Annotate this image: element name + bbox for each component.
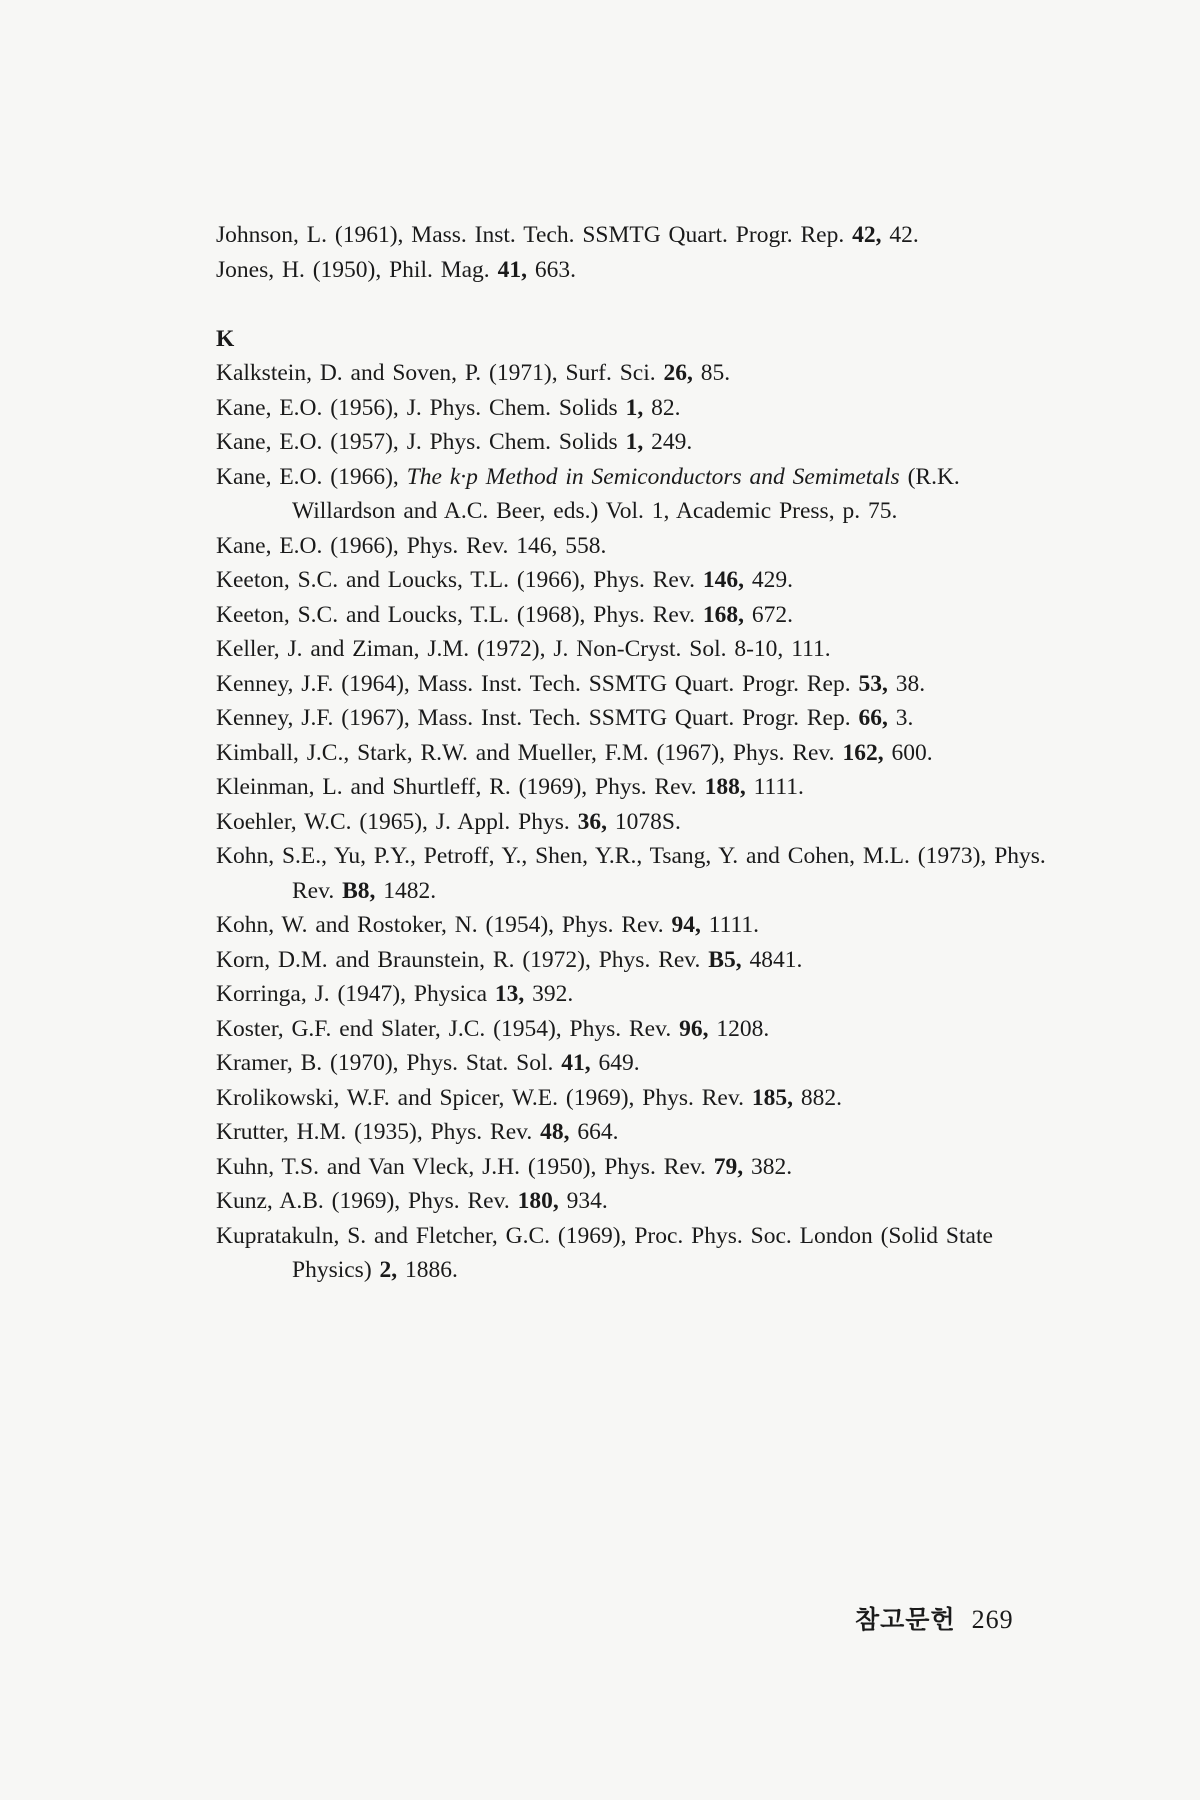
reference-source: Phys. Rev. bbox=[732, 739, 835, 766]
reference-pages: 4841. bbox=[749, 946, 803, 973]
reference-pages: 1208. bbox=[716, 1015, 770, 1042]
reference-authors: Kuhn, T.S. and Van Vleck, J.H. (1950), bbox=[216, 1153, 597, 1180]
reference-entry bbox=[216, 356, 1046, 391]
reference-authors: Keeton, S.C. and Loucks, T.L. (1968), bbox=[216, 601, 586, 628]
reference-entry bbox=[216, 1150, 1046, 1185]
reference-authors: Kane, E.O. (1957), bbox=[216, 429, 399, 455]
reference-volume: 188, bbox=[704, 774, 746, 800]
reference-pages: 429. bbox=[751, 567, 793, 593]
reference-volume: 162, bbox=[842, 739, 884, 766]
reference-entry bbox=[216, 425, 1046, 460]
reference-source: J. Non-Cryst. Sol. bbox=[553, 636, 727, 662]
reference-list bbox=[216, 218, 1046, 1288]
reference-entry bbox=[216, 632, 1046, 667]
reference-authors: Kleinman, L. and Shurtleff, R. (1969), bbox=[216, 774, 588, 800]
reference-volume: 168, bbox=[702, 601, 744, 628]
reference-authors: Keller, J. and Ziman, J.M. (1972), bbox=[216, 636, 546, 662]
reference-volume: 36, bbox=[577, 808, 607, 835]
reference-authors: Kane, E.O. (1966), bbox=[216, 532, 399, 559]
reference-source: J. Appl. Phys. bbox=[435, 808, 570, 835]
reference-source: Phys. Rev. bbox=[595, 774, 697, 800]
reference-entry bbox=[216, 839, 1046, 908]
reference-authors: Kalkstein, D. and Soven, P. (1971), bbox=[216, 360, 558, 386]
reference-entry bbox=[216, 253, 1046, 288]
reference-authors: Kunz, A.B. (1969), bbox=[216, 1188, 401, 1214]
reference-source: Phys. Rev. bbox=[604, 1153, 706, 1180]
reference-volume: 66, bbox=[858, 705, 888, 731]
reference-pages: 111. bbox=[791, 636, 831, 662]
reference-source: Surf. Sci. bbox=[565, 360, 656, 386]
reference-source: Mass. Inst. Tech. SSMTG Quart. Progr. Rep. bbox=[417, 705, 851, 731]
reference-authors: Kohn, W. and Rostoker, N. (1954), bbox=[216, 912, 555, 938]
reference-source: Phys. Rev. bbox=[292, 843, 1046, 904]
reference-entry bbox=[216, 391, 1046, 426]
reference-source: Proc. Phys. Soc. London (Solid State Physics) bbox=[292, 1222, 993, 1283]
reference-entry bbox=[216, 770, 1046, 805]
reference-source: Phys. Rev. bbox=[430, 1119, 533, 1145]
reference-entry bbox=[216, 529, 1046, 564]
reference-volume: 2, bbox=[379, 1257, 398, 1283]
reference-source: J. Phys. Chem. Solids bbox=[406, 394, 618, 421]
reference-pages: 882. bbox=[800, 1084, 842, 1111]
reference-source: J. Phys. Chem. Solids bbox=[406, 429, 618, 455]
reference-authors: Korn, D.M. and Braunstein, R. (1972), bbox=[216, 946, 591, 973]
reference-pages: 82. bbox=[651, 394, 681, 421]
reference-volume: B8, bbox=[342, 877, 376, 904]
reference-entry bbox=[216, 1046, 1046, 1081]
reference-title: The k·p Method in Semiconductors and Semimetals bbox=[406, 463, 900, 490]
reference-volume: 13, bbox=[494, 981, 525, 1007]
reference-entry bbox=[216, 460, 1046, 529]
reference-entry bbox=[216, 598, 1046, 633]
reference-pages: 934. bbox=[566, 1188, 608, 1214]
reference-pages: 664. bbox=[577, 1119, 619, 1145]
reference-volume: 53, bbox=[858, 670, 888, 697]
reference-source: Phys. Rev. bbox=[593, 567, 695, 593]
reference-entry bbox=[216, 736, 1046, 771]
reference-entry bbox=[216, 1012, 1046, 1047]
reference-authors: Kenney, J.F. (1967), bbox=[216, 705, 410, 731]
reference-volume: 42, bbox=[852, 222, 882, 248]
reference-entry bbox=[216, 1115, 1046, 1150]
reference-entry bbox=[216, 943, 1046, 978]
reference-volume: 48, bbox=[540, 1119, 570, 1145]
reference-pages: 42. bbox=[889, 222, 919, 248]
reference-authors: Kenney, J.F. (1964), bbox=[216, 670, 410, 697]
reference-pages: 1111. bbox=[753, 774, 804, 800]
reference-pages: 1111. bbox=[708, 912, 759, 938]
reference-pages: 649. bbox=[598, 1050, 640, 1076]
reference-authors: Kramer, B. (1970), bbox=[216, 1050, 399, 1076]
references-k bbox=[216, 356, 1046, 1288]
reference-pages: 663. bbox=[534, 256, 576, 283]
reference-entry bbox=[216, 1219, 1046, 1288]
page-footer bbox=[855, 1600, 1014, 1636]
reference-entry bbox=[216, 667, 1046, 702]
reference-authors: Krutter, H.M. (1935), bbox=[216, 1119, 423, 1145]
reference-volume: 79, bbox=[713, 1153, 744, 1180]
reference-source: Mass. Inst. Tech. SSMTG Quart. Progr. Rep. bbox=[411, 222, 845, 248]
reference-entry bbox=[216, 563, 1046, 598]
reference-pages: 1482. bbox=[383, 877, 437, 904]
reference-entry bbox=[216, 1081, 1046, 1116]
reference-source: Phys. Rev. bbox=[561, 912, 664, 938]
reference-source: Phys. Rev. bbox=[593, 601, 695, 628]
reference-pages: 600. bbox=[891, 739, 933, 766]
reference-entry bbox=[216, 805, 1046, 840]
reference-authors: Kimball, J.C., Stark, R.W. and Mueller, F.M. (1967), bbox=[216, 739, 726, 766]
reference-authors: Jones, H. (1950), bbox=[216, 256, 382, 283]
reference-source: Phil. Mag. bbox=[389, 256, 490, 283]
reference-entry bbox=[216, 977, 1046, 1012]
reference-authors: Kane, E.O. (1966), bbox=[216, 463, 399, 490]
reference-source: Mass. Inst. Tech. SSMTG Quart. Progr. Rep. bbox=[417, 670, 851, 697]
reference-pages: 672. bbox=[751, 601, 793, 628]
reference-source: (R.K. Willardson and A.C. Beer, eds.) Vol. 1, Academic Press, p. 75. bbox=[292, 463, 960, 524]
reference-authors: Kane, E.O. (1956), bbox=[216, 394, 399, 421]
reference-volume: 41, bbox=[497, 256, 527, 283]
reference-pages: 1886. bbox=[405, 1257, 458, 1283]
reference-authors: Kohn, S.E., Yu, P.Y., Petroff, Y., Shen, Y.R., Tsang, Y. and Cohen, M.L. (1973), bbox=[216, 843, 987, 869]
reference-volume: 26, bbox=[663, 360, 693, 386]
reference-source: Phys. Rev. bbox=[598, 946, 701, 973]
reference-authors: Keeton, S.C. and Loucks, T.L. (1966), bbox=[216, 567, 586, 593]
reference-volume: 146, bbox=[516, 532, 558, 559]
reference-pages: 85. bbox=[700, 360, 731, 386]
reference-authors: Korringa, J. (1947), bbox=[216, 981, 407, 1007]
reference-pages: 558. bbox=[565, 532, 607, 559]
reference-volume: 180, bbox=[517, 1188, 559, 1214]
reference-pages: 392. bbox=[532, 981, 574, 1007]
reference-authors: Koster, G.F. end Slater, J.C. (1954), bbox=[216, 1015, 562, 1042]
reference-entry bbox=[216, 701, 1046, 736]
reference-volume: B5, bbox=[708, 946, 742, 973]
reference-source: Phys. Stat. Sol. bbox=[406, 1050, 554, 1076]
reference-source: Physica bbox=[413, 981, 487, 1007]
reference-volume: 185, bbox=[751, 1084, 793, 1111]
reference-pages: 1078S. bbox=[614, 808, 681, 835]
reference-pages: 3. bbox=[895, 705, 914, 731]
footer-label: 참고문헌 bbox=[855, 1607, 956, 1634]
reference-volume: 1, bbox=[625, 429, 644, 455]
reference-authors: Johnson, L. (1961), bbox=[216, 222, 404, 248]
reference-volume: 96, bbox=[679, 1015, 709, 1042]
reference-pages: 382. bbox=[751, 1153, 793, 1180]
page-number: 269 bbox=[971, 1605, 1014, 1634]
references-before-k bbox=[216, 218, 1046, 287]
reference-volume: 8-10, bbox=[734, 636, 784, 662]
reference-source: Phys. Rev. bbox=[569, 1015, 672, 1042]
reference-source: Phys. Rev. bbox=[406, 532, 509, 559]
section-heading: K bbox=[216, 325, 235, 352]
reference-volume: 41, bbox=[561, 1050, 591, 1076]
reference-volume: 146, bbox=[702, 567, 744, 593]
reference-entry bbox=[216, 1184, 1046, 1219]
reference-authors: Krolikowski, W.F. and Spicer, W.E. (1969), bbox=[216, 1084, 635, 1111]
reference-source: Phys. Rev. bbox=[408, 1188, 510, 1214]
reference-entry bbox=[216, 908, 1046, 943]
reference-pages: 38. bbox=[895, 670, 926, 697]
reference-authors: Koehler, W.C. (1965), bbox=[216, 808, 428, 835]
reference-pages: 249. bbox=[651, 429, 693, 455]
reference-volume: 94, bbox=[671, 912, 701, 938]
reference-entry bbox=[216, 218, 1046, 253]
reference-volume: 1, bbox=[625, 394, 644, 421]
reference-source: Phys. Rev. bbox=[642, 1084, 744, 1111]
reference-authors: Kupratakuln, S. and Fletcher, G.C. (1969), bbox=[216, 1222, 627, 1249]
